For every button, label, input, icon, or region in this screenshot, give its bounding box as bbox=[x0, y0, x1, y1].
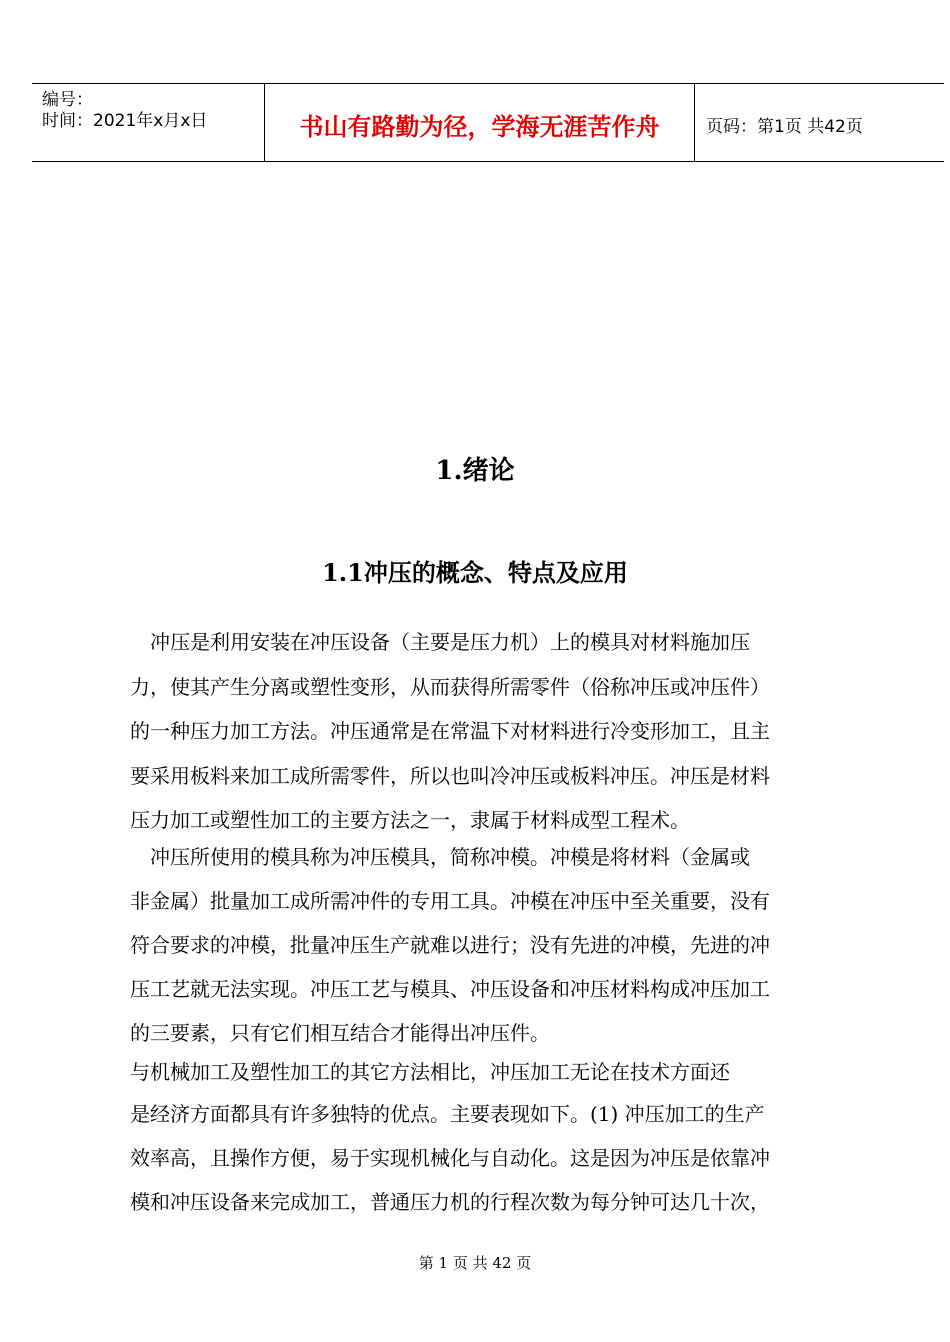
body-line: 力，使其产生分离或塑性变形，从而获得所需零件（俗称冲压或冲压件） bbox=[130, 675, 770, 699]
header-table bbox=[32, 83, 944, 162]
body-line: 模和冲压设备来完成加工，普通压力机的行程次数为每分钟可达几十次， bbox=[130, 1190, 770, 1214]
section-title: 1.1冲压的概念、特点及应用 bbox=[322, 558, 628, 587]
header-motto: 书山有路勤为径，学海无涯苦作舟 bbox=[299, 113, 660, 141]
body-line: 的一种压力加工方法。冲压通常是在常温下对材料进行冷变形加工，且主 bbox=[130, 719, 770, 743]
body-line: 压力加工或塑性加工的主要方法之一，隶属于材料成型工程术。 bbox=[130, 808, 690, 832]
body-line: 效率高，且操作方便，易于实现机械化与自动化。这是因为冲压是依靠冲 bbox=[130, 1146, 770, 1170]
body-line: 符合要求的冲模，批量冲压生产就难以进行；没有先进的冲模，先进的冲 bbox=[130, 933, 770, 957]
page-footer: 第 1 页 共 42 页 bbox=[418, 1254, 532, 1272]
body-line: 非金属）批量加工成所需冲件的专用工具。冲模在冲压中至关重要，没有 bbox=[130, 889, 770, 913]
body-line: 压工艺就无法实现。冲压工艺与模具、冲压设备和冲压材料构成冲压加工 bbox=[130, 977, 770, 1001]
body-line: 是经济方面都具有许多独特的优点。主要表现如下。(1) 冲压加工的生产 bbox=[130, 1102, 765, 1126]
body-line: 要采用板料来加工成所需零件，所以也叫冷冲压或板料冲压。冲压是材料 bbox=[130, 764, 770, 788]
body-line: 的三要素，只有它们相互结合才能得出冲压件。 bbox=[130, 1021, 550, 1045]
header-info-cell bbox=[32, 84, 265, 161]
body-line: 冲压是利用安装在冲压设备（主要是压力机）上的模具对材料施加压 bbox=[130, 630, 750, 654]
document-time-label: 时间：2021年x月x日 bbox=[42, 111, 208, 131]
body-line: 冲压所使用的模具称为冲压模具，简称冲模。冲模是将材料（金属或 bbox=[130, 845, 750, 869]
header-motto-cell bbox=[265, 84, 695, 161]
document-number-label: 编号： bbox=[42, 90, 93, 110]
header-page-info: 页码：第1页 共42页 bbox=[706, 117, 863, 137]
header-page-cell bbox=[695, 84, 944, 161]
chapter-title: 1.绪论 bbox=[435, 456, 515, 486]
body-line: 与机械加工及塑性加工的其它方法相比，冲压加工无论在技术方面还 bbox=[130, 1060, 730, 1084]
